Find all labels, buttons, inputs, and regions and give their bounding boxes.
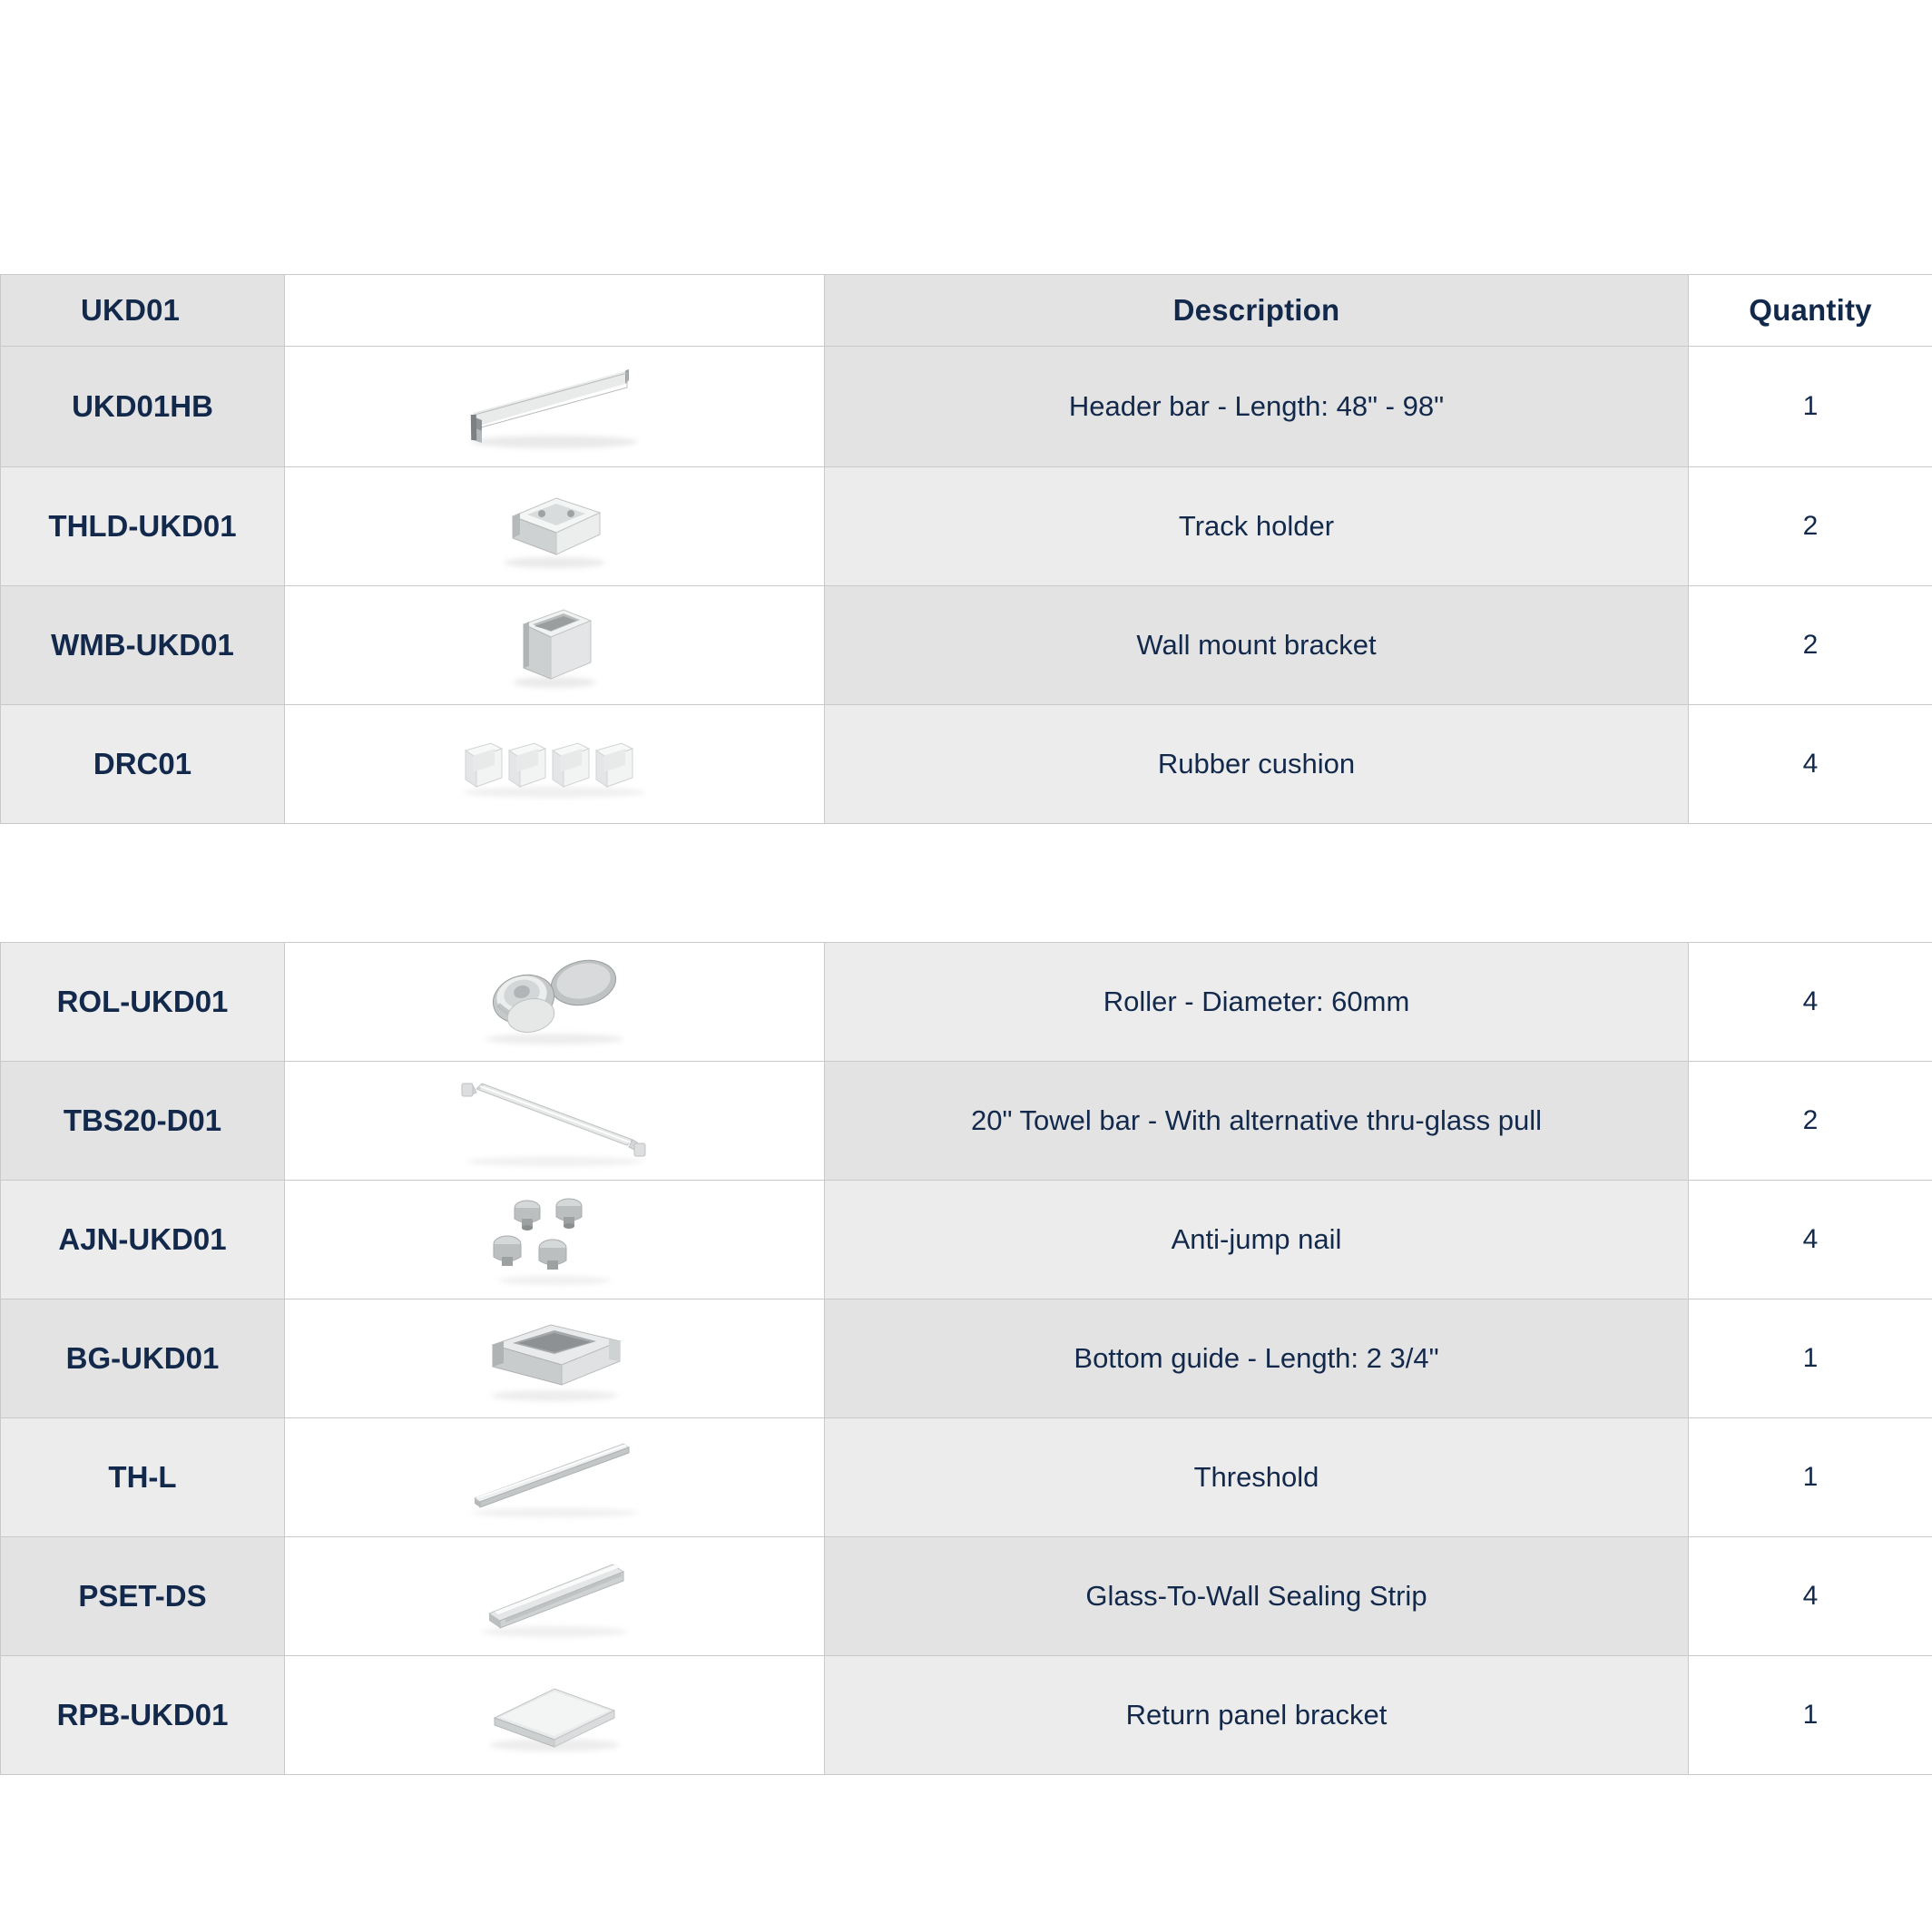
part-description: Threshold [825,1418,1689,1537]
part-code: UKD01HB [1,347,285,467]
part-code: ROL-UKD01 [1,943,285,1062]
table-row [1,1181,1932,1299]
part-description: Header bar - Length: 48" - 98" [825,347,1689,467]
table-row [1,1656,1932,1775]
part-code: WMB-UKD01 [1,586,285,705]
part-image-cell [285,1062,825,1181]
part-description: Roller - Diameter: 60mm [825,943,1689,1062]
table-body [1,347,1932,1775]
table-row [1,467,1932,586]
table-row [1,586,1932,705]
part-quantity: 2 [1689,586,1932,705]
part-code: DRC01 [1,705,285,824]
part-quantity: 1 [1689,1299,1932,1418]
part-code: BG-UKD01 [1,1299,285,1418]
part-description: Wall mount bracket [825,586,1689,705]
towel-bar-icon [418,1067,691,1174]
table-row [1,1537,1932,1656]
table-row [1,1418,1932,1537]
table-row [1,1062,1932,1181]
part-quantity: 4 [1689,1537,1932,1656]
header-bar-icon [418,353,691,460]
anti-jump-nail-icon [418,1186,691,1293]
table-header-row [1,275,1932,347]
part-quantity: 4 [1689,943,1932,1062]
part-image-cell [285,1537,825,1656]
part-image-cell [285,1656,825,1775]
column-header-description: Description [825,275,1689,347]
part-description: 20" Towel bar - With alternative thru-glass pull [825,1062,1689,1181]
part-quantity: 1 [1689,347,1932,467]
column-header-image [285,275,825,347]
part-quantity: 4 [1689,705,1932,824]
part-quantity: 1 [1689,1418,1932,1537]
part-code: TH-L [1,1418,285,1537]
part-quantity: 4 [1689,1181,1932,1299]
part-description: Glass-To-Wall Sealing Strip [825,1537,1689,1656]
part-code: RPB-UKD01 [1,1656,285,1775]
return-panel-bracket-icon [418,1662,691,1769]
part-description: Anti-jump nail [825,1181,1689,1299]
sealing-strip-icon [418,1543,691,1650]
part-quantity: 2 [1689,1062,1932,1181]
part-description: Track holder [825,467,1689,586]
part-image-cell [285,586,825,705]
rubber-cushion-icon [418,711,691,818]
part-image-cell [285,467,825,586]
table-row [1,1299,1932,1418]
part-code: AJN-UKD01 [1,1181,285,1299]
parts-table [0,274,1932,1775]
part-image-cell [285,1418,825,1537]
part-quantity: 2 [1689,467,1932,586]
part-code: TBS20-D01 [1,1062,285,1181]
part-code: PSET-DS [1,1537,285,1656]
roller-icon [418,948,691,1055]
threshold-icon [418,1424,691,1531]
table-row [1,824,1932,943]
part-image-cell [285,347,825,467]
part-description: Bottom guide - Length: 2 3/4" [825,1299,1689,1418]
part-image-cell [285,705,825,824]
bottom-guide-icon [418,1305,691,1412]
part-code: THLD-UKD01 [1,467,285,586]
part-image-cell [285,1181,825,1299]
track-holder-icon [418,473,691,580]
column-header-code: UKD01 [1,275,285,347]
table-row [1,705,1932,824]
table-header [1,275,1932,347]
table-row [1,943,1932,1062]
part-description: Return panel bracket [825,1656,1689,1775]
column-header-quantity: Quantity [1689,275,1932,347]
part-description: Rubber cushion [825,705,1689,824]
part-image-cell [285,943,825,1062]
part-image-cell [285,1299,825,1418]
part-quantity: 1 [1689,1656,1932,1775]
wall-mount-bracket-icon [418,592,691,699]
table-row [1,347,1932,467]
